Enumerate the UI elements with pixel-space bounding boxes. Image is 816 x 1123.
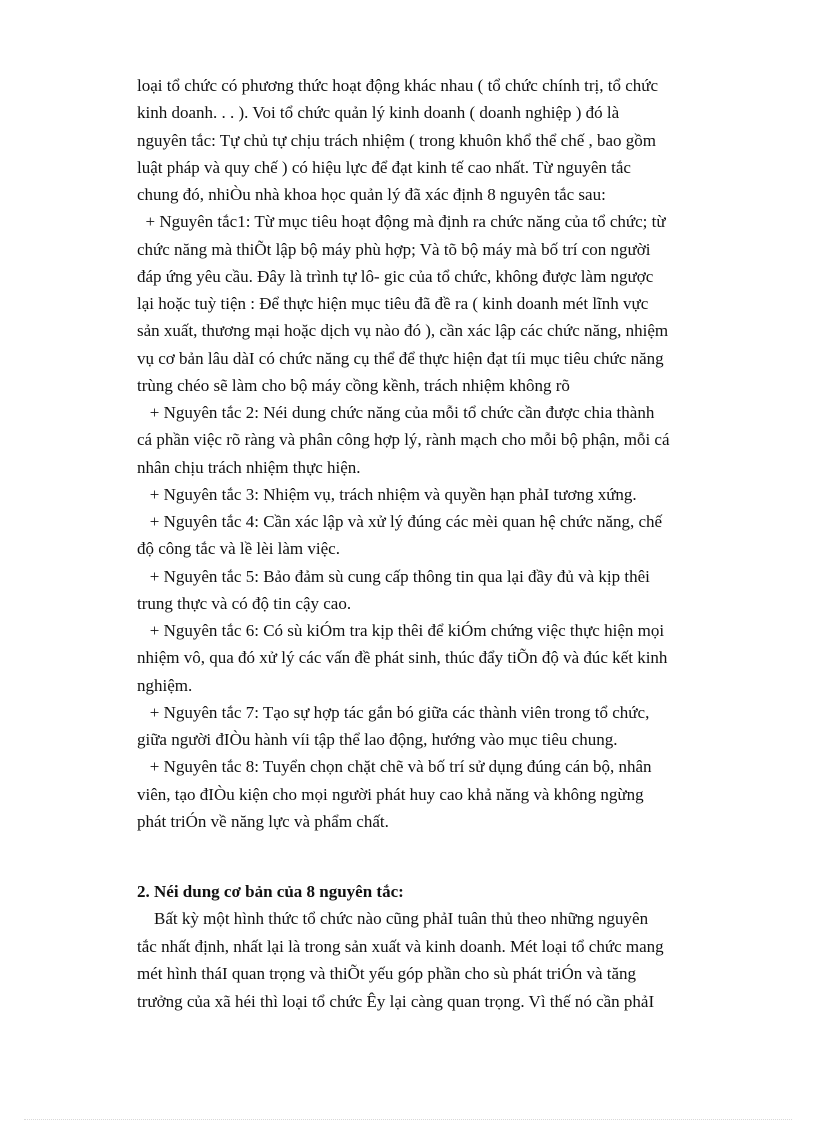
text-line: nhiệm vô, qua đó xử lý các vấn đề phát sinh, thúc đẩy tiÕn độ và đúc kết kinh: [137, 648, 668, 668]
text-line: tắc nhất định, nhất lại là trong sản xuất và kinh doanh. Mét loại tổ chức mang: [137, 936, 664, 956]
text-line: + Nguyên tắc 3: Nhiệm vụ, trách nhiệm và quyền hạn phảI tương xứng.: [137, 484, 637, 504]
text-line: + Nguyên tắc 8: Tuyển chọn chặt chẽ và bố trí sử dụng đúng cán bộ, nhân: [137, 757, 652, 777]
page-bottom-divider: [24, 1119, 792, 1120]
text-line: mét hình tháI quan trọng và thiÕt yếu góp phần cho sù phát triÓn và tăng: [137, 964, 637, 983]
text-line: trung thực và có độ tin cậy cao.: [137, 593, 352, 613]
text-line: phát triÓn về năng lực và phẩm chất.: [137, 811, 389, 831]
section-heading: 2. Néi dung cơ bản của 8 nguyên tắc:: [137, 882, 404, 901]
text-line: chức năng mà thiÕt lập bộ máy phù hợp; Và tõ bộ máy mà bố trí con người: [137, 239, 651, 259]
text-line: kinh doanh. . . ). Voi tổ chức quản lý kinh doanh ( doanh nghiệp ) đó là: [137, 103, 620, 123]
text-line: luật pháp và quy chế ) có hiệu lực để đạt kinh tế cao nhất. Từ nguyên tắc: [137, 157, 631, 177]
text-line: + Nguyên tắc 7: Tạo sự hợp tác gắn bó giữa các thành viên trong tổ chức,: [137, 702, 650, 722]
text-line: viên, tạo đIÒu kiện cho mọi người phát huy cao khả năng và không ngừng: [137, 784, 644, 804]
text-line: nghiệm.: [137, 675, 193, 695]
text-line: giữa người đIÒu hành víi tập thể lao động, hướng vào mục tiêu chung.: [137, 730, 618, 749]
text-line: + Nguyên tắc 4: Cần xác lập và xử lý đúng các mèi quan hệ chức năng, chế: [137, 512, 663, 531]
text-line: chung đó, nhiÒu nhà khoa học quản lý đã xác định 8 nguyên tắc sau:: [137, 185, 606, 204]
text-line: + Nguyên tắc1: Từ mục tiêu hoạt động mà định ra chức năng của tổ chức; từ: [137, 212, 666, 232]
text-line: nguyên tắc: Tự chủ tự chịu trách nhiệm ( trong khuôn khổ thể chế , bao gồm: [137, 130, 657, 150]
text-line: loại tổ chức có phương thức hoạt động khác nhau ( tổ chức chính trị, tổ chức: [137, 76, 658, 95]
text-line: lại hoặc tuỳ tiện : Để thực hiện mục tiêu đã đề ra ( kinh doanh mét lĩnh vực: [137, 294, 649, 313]
text-line: trùng chéo sẽ làm cho bộ máy cồng kềnh, trách nhiệm không rõ: [137, 375, 570, 395]
text-line: + Nguyên tắc 6: Có sù kiÓm tra kịp thêi để kiÓm chứng việc thực hiện mọi: [137, 621, 665, 640]
text-line: đáp ứng yêu cầu. Đây là trình tự lô- gic của tổ chức, không được làm ngược: [137, 266, 654, 286]
text-line: + Nguyên tắc 5: Bảo đảm sù cung cấp thông tin qua lại đầy đủ và kịp thêi: [137, 566, 650, 586]
text-line: vụ cơ bản lâu dàI có chức năng cụ thể để thực hiện đạt tíi mục tiêu chức năng: [137, 348, 664, 368]
text-line: nhân chịu trách nhiệm thực hiện.: [137, 457, 361, 477]
text-line: trưởng của xã héi thì loại tổ chức Êy lại càng quan trọng. Vì thế nó cần phảI: [137, 991, 655, 1011]
text-line: + Nguyên tắc 2: Néi dung chức năng của mỗi tổ chức cần được chia thành: [137, 403, 655, 422]
text-line: sản xuất, thương mại hoặc dịch vụ nào đó ), cần xác lập các chức năng, nhiệm: [137, 321, 669, 341]
text-line: độ công tắc và lề lèi làm việc.: [137, 539, 340, 559]
text-line: Bất kỳ một hình thức tổ chức nào cũng phảI tuân thủ theo những nguyên: [137, 909, 649, 928]
text-line: cá phần việc rõ ràng và phân công hợp lý, rành mạch cho mỗi bộ phận, mỗi cá: [137, 430, 670, 450]
